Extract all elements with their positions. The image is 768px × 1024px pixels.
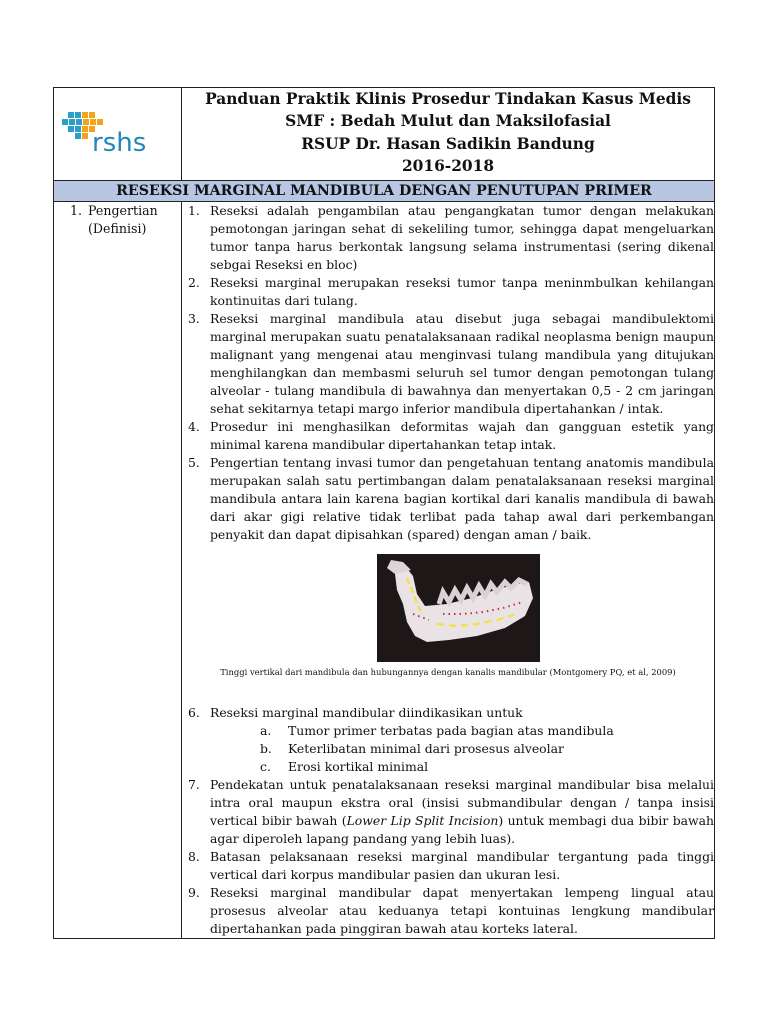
header-line-1: Panduan Praktik Klinis Prosedur Tindakan Kasus Medis [205, 90, 691, 108]
document-page [53, 87, 715, 939]
indication-sublist [210, 722, 714, 776]
rshs-cross-logo-icon [62, 109, 174, 153]
section-label-line2: (Definisi) [88, 221, 147, 236]
section-label-cell [54, 202, 182, 939]
mandible-photo [377, 554, 540, 662]
header-line-4: 2016-2018 [401, 157, 495, 176]
list-item: 8. Batasan pelaksanaan reseksi marginal mandibular tergantung pada tinggi vertical dari korpus mandibular pasien dan ukuran lesi. [188, 849, 714, 882]
definition-list-bottom [182, 704, 714, 938]
sub-list-item: c. Erosi kortikal minimal [260, 759, 429, 774]
italic-term: Lower Lip Split Incision [346, 813, 499, 828]
list-item: 4. Prosedur ini menghasilkan deformitas wajah dan gangguan estetik yang minimal karena mandibular dipertahankan tetap intak. [188, 419, 714, 452]
mandible-figure [182, 554, 714, 704]
figure-caption: Tinggi vertikal dari mandibula dan hubungannya dengan kanalis mandibular (Montgomery PQ, et al, 2009) [220, 667, 676, 677]
list-item: 7. Pendekatan untuk penatalaksanaan reseksi marginal mandibular bisa melalui intra oral maupun ekstra oral (insisi submandibular dengan / tanpa insisi vertical bibir bawah (Lower Lip Split Incision) untuk membagi dua bibir bawah agar diperoleh lapang pandang yang lebih luas). [188, 777, 714, 846]
sub-list-item: a. Tumor primer terbatas pada bagian atas mandibula [260, 723, 614, 738]
list-item: 1. Reseksi adalah pengambilan atau pengangkatan tumor dengan melakukan pemotongan jaringan sehat di sekeliling tumor, sehingga dapat mengeluarkan tumor tanpa harus berkontak langsung selama instrumentasi (sering dikenal sebgai Reseksi en bloc) [188, 203, 714, 272]
logo-text: rshs [92, 128, 147, 153]
list-item: 9. Reseksi marginal mandibular dapat menyertakan lempeng lingual atau prosesus alveolar atau keduanya tetapi kontuinas lengkung mandibular dipertahankan pada pinggiran bawah atau korteks lateral. [188, 885, 714, 936]
sub-list-item: b. Keterlibatan minimal dari prosesus alveolar [260, 741, 564, 756]
header-table [53, 87, 715, 939]
procedure-title: RESEKSI MARGINAL MANDIBULA DENGAN PENUTUPAN PRIMER [116, 183, 652, 199]
header-title-block [182, 88, 715, 181]
definition-list-top [182, 202, 714, 544]
list-item: 2. Reseksi marginal merupakan reseksi tumor tanpa meninmbulkan kehilangan kontinuitas dari tulang. [188, 275, 714, 308]
header-line-2: SMF : Bedah Mulut dan Maksilofasial [285, 112, 611, 131]
section-number: 1. [69, 203, 82, 218]
logo-cell [54, 88, 182, 181]
definition-content-cell [182, 202, 715, 939]
mandible-bone-icon [377, 554, 540, 662]
list-item: 3. Reseksi marginal mandibula atau disebut juga sebagai mandibulektomi marginal merupakan suatu penatalaksanaan radikal neoplasma benign maupun malignant yang mengenai atau menginvasi tulang mandibula yang ditujukan menghilangkan dan membasmi seluruh sel tumor dengan pemotongan tulang alveolar - tulang mandibula di bawahnya dan menyertakan 0,5 - 2 cm jaringan sehat sekitarnya tetapi margo inferior mandibula dipertahankan / intak. [188, 311, 714, 416]
procedure-title-banner [54, 181, 715, 202]
header-line-3: RSUP Dr. Hasan Sadikin Bandung [301, 134, 595, 153]
section-label-line1: Pengertian [88, 203, 158, 218]
list-item: 5. Pengertian tentang invasi tumor dan pengetahuan tentang anatomis mandibula merupakan salah satu pertimbangan dalam penatalaksanaan reseksi marginal mandibula antara lain karena bagian kortikal dari kanalis mandibula di bawah dari akar gigi relative tidak terlibat pada tahap awal dari perkembangan penyakit dan dapat dipisahkan (spared) dengan aman / baik. [188, 455, 714, 542]
rshs-logo [62, 109, 174, 153]
list-item: 6. Reseksi marginal mandibular diindikasikan untuk a. Tumor primer terbatas pada bagian atas mandibula b. Keterlibatan minimal dari prosesus alveolar c. Erosi kortikal minimal [182, 704, 714, 776]
